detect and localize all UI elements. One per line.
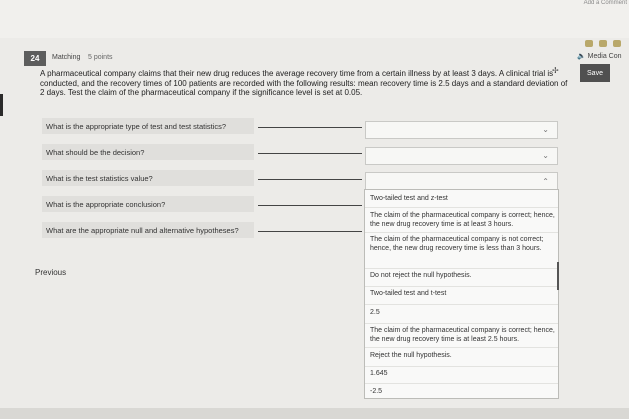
left-edge-marker (0, 94, 3, 116)
option-item[interactable]: The claim of the pharmaceutical company is not correct; hence, the new drug recovery time is less than 3 hours. (370, 236, 544, 252)
flag-icon[interactable] (613, 40, 621, 47)
question-prompt: A pharmaceutical company claims that their new drug reduces the average recovery time from a certain illness by at least 3 days. A clinical trial is conducted, and the recovery times of 100 patients are recorded with the following results: mean recovery time is 2.5 days and a standard deviation of 2 days. Test the claim of the pharmaceutical company if the significance level is set at 0.05. (40, 69, 568, 97)
divider (365, 323, 558, 324)
add-comment-link[interactable]: Add a Comment (583, 0, 627, 6)
divider (365, 207, 558, 208)
chevron-down-icon: ⌄ (542, 151, 549, 160)
option-item[interactable]: 2.5 (370, 309, 380, 316)
previous-button[interactable]: Previous (35, 268, 67, 277)
divider (365, 304, 558, 305)
answer-line-3 (258, 179, 362, 180)
option-item[interactable]: Reject the null hypothesis. (370, 352, 452, 359)
divider (365, 286, 558, 287)
toolbar-icons (585, 40, 621, 47)
answer-options-dropdown (364, 189, 559, 399)
option-item[interactable]: Two-tailed test and z-test (370, 195, 448, 202)
divider (365, 347, 558, 348)
top-bar (0, 0, 629, 38)
question-type: Matching (52, 54, 81, 61)
question-number-badge: 24 (24, 51, 46, 66)
answer-line-4 (258, 205, 362, 206)
option-item[interactable]: Do not reject the null hypothesis. (370, 272, 472, 279)
divider (365, 232, 558, 233)
question-row-1: What is the appropriate type of test and test statistics? (42, 118, 254, 134)
option-item[interactable]: -2.5 (370, 388, 383, 395)
option-item[interactable]: The claim of the pharmaceutical company is correct; hence, the new drug recovery time is at least 2.5 hours. (370, 327, 555, 343)
scroll-marker (557, 262, 559, 290)
answer-slot-2[interactable] (365, 147, 558, 165)
answer-line-1 (258, 127, 362, 128)
question-row-3: What is the test statistics value? (42, 170, 254, 186)
bottom-edge (0, 408, 629, 419)
save-button[interactable]: Save (580, 64, 610, 82)
option-item[interactable]: 1.645 (370, 370, 388, 377)
chevron-down-icon: ⌄ (542, 125, 549, 134)
option-item[interactable]: Two-tailed test and t-test (370, 290, 447, 297)
media-controls-link[interactable]: 🔈 Media Con (577, 53, 622, 60)
question-points: 5 points (88, 54, 113, 61)
thumbs-down-icon[interactable] (599, 40, 607, 47)
speaker-icon: 🔈 (577, 53, 586, 60)
answer-line-2 (258, 153, 362, 154)
question-row-5: What are the appropriate null and alternative hypotheses? (42, 222, 254, 238)
question-row-4: What is the appropriate conclusion? (42, 196, 254, 212)
divider (365, 383, 558, 384)
thumbs-up-icon[interactable] (585, 40, 593, 47)
question-row-2: What should be the decision? (42, 144, 254, 160)
chevron-up-icon: ⌃ (542, 177, 549, 186)
pin-icon[interactable]: ✢ (552, 66, 559, 75)
option-item[interactable]: The claim of the pharmaceutical company is correct; hence, the new drug recovery time is at least 3 hours. (370, 212, 555, 228)
answer-line-5 (258, 231, 362, 232)
answer-slot-3-open[interactable] (365, 172, 558, 190)
answer-slot-1[interactable] (365, 121, 558, 139)
divider (365, 268, 558, 269)
divider (365, 366, 558, 367)
